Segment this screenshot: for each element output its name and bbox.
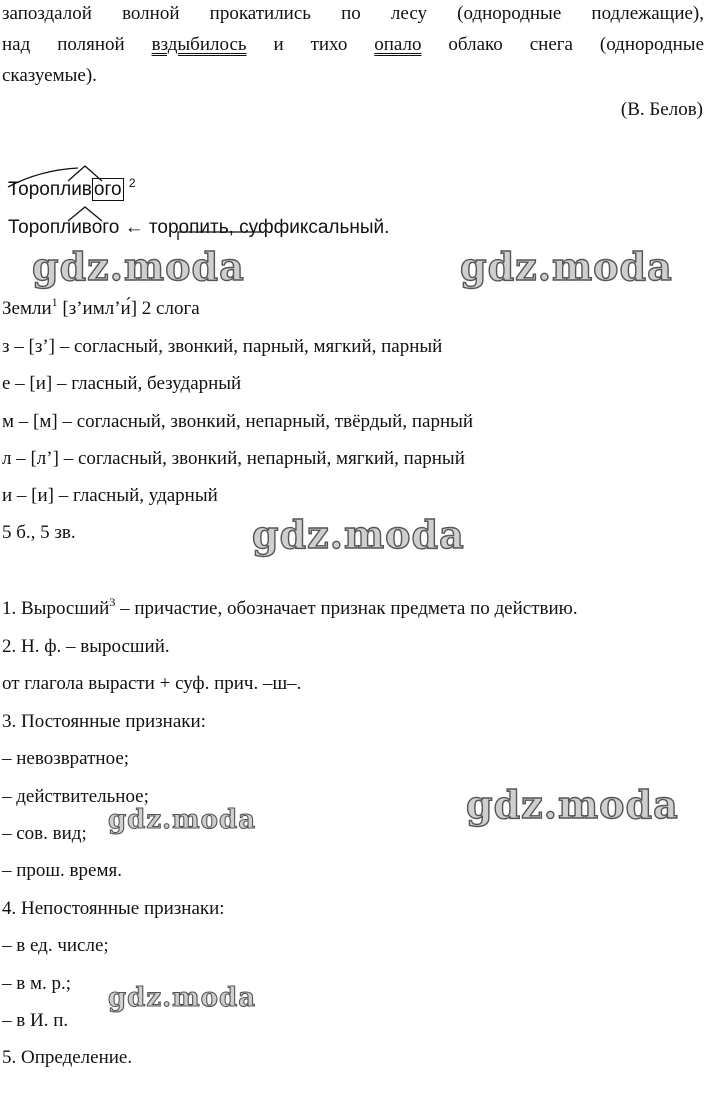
participle-definition: – причастие, обозначает признак предмета по действию. [115,598,578,619]
phonetic-header [2,294,200,321]
phonetic-line: м – [м] – согласный, звонкий, непарный, твёрдый, парный [2,411,474,432]
participle-word: 1. Выросший [2,598,110,619]
transcription: [з’имл’и́] 2 слога [57,298,200,319]
author: (В. Белов) [620,99,703,120]
task-number: 3 [109,594,116,609]
task-number: 1 [51,294,58,309]
derived-word: Торопливого ← [8,217,144,238]
phonetic-summary: 5 б., 5 зв. [2,522,76,543]
morpheme-marks [0,0,707,260]
participle-line: – невозвратное; [2,748,130,769]
participle-line: – в м. р.; [2,973,72,994]
watermark: gdz.moda [108,983,257,1013]
predicate-word: вздыбилось [151,34,247,55]
phonetic-line: и – [и] – гласный, ударный [2,485,218,506]
participle-line: от глагола вырасти + суф. прич. –ш–. [2,673,302,694]
participle-line: 3. Постоянные признаки: [2,711,206,732]
watermark: gdz.moda [460,244,673,289]
phonetic-line: з – [з’] – согласный, звонкий, парный, мягкий, парный [2,336,443,357]
source-word: торопить [148,217,229,238]
text-fragment: облако снега (однородные [421,34,704,55]
participle-line: – в ед. числе; [2,935,109,956]
participle-line: 5. Определение. [2,1047,133,1068]
formation-type: , суффиксальный. [228,217,390,238]
text-fragment: и тихо [246,34,375,55]
word-root: Тороплив [8,179,92,200]
participle-line: 4. Непостоянные признаки: [2,898,225,919]
participle-line: – в И. п. [2,1010,69,1031]
phonetic-word: Земли [2,298,52,319]
participle-line: 2. Н. ф. – выросший. [2,636,170,657]
task-number: 2 [128,175,136,190]
watermark: gdz.moda [252,512,465,557]
participle-line: – действительное; [2,786,149,807]
participle-line: – прош. время. [2,860,122,881]
text-line: запоздалой волной прокатились по лесу (однородные подлежащие), [2,3,704,24]
word-ending: ого [93,179,122,200]
participle-line: – сов. вид; [2,823,87,844]
phonetic-line: л – [л’] – согласный, звонкий, непарный, мягкий, парный [2,448,465,469]
watermark: gdz.moda [108,805,257,835]
watermark: gdz.moda [466,782,679,827]
participle-line [2,594,578,621]
text-fragment: над поляной [2,34,152,55]
base-bracket-mark [178,232,260,240]
prefix-arc-mark [8,168,78,187]
text-line: сказуемые). [2,65,97,86]
predicate-word: опало [374,34,422,55]
suffix-mark [68,207,102,221]
phonetic-line: е – [и] – гласный, безударный [2,373,242,394]
watermark: gdz.moda [32,244,245,289]
